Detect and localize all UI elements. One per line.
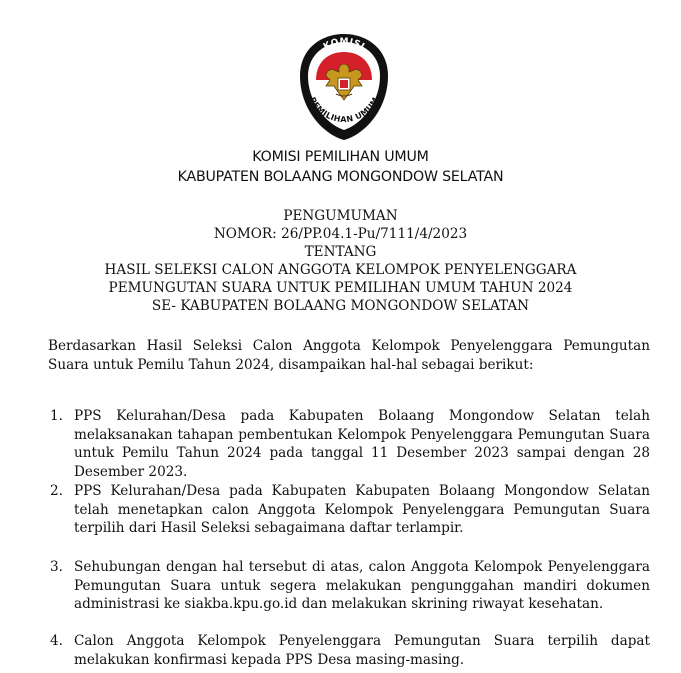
list-item-number: 3. xyxy=(50,559,63,575)
org-name-line2: KABUPATEN BOLAANG MONGONDOW SELATAN xyxy=(177,169,504,185)
list-item-text: Calon Anggota Kelompok Penyelenggara Pemungutan Suara terpilih dapat melakukan konfirmasi kepada PPS Desa masing-masing. xyxy=(74,633,650,668)
intro-paragraph: Berdasarkan Hasil Seleksi Calon Anggota Kelompok Penyelenggara Pemungutan Suara untuk Pemilu Tahun 2024, disampaikan hal-hal sebagai berikut: xyxy=(48,338,650,373)
announcement-number: NOMOR: 26/PP.04.1-Pu/7111/4/2023 xyxy=(213,226,468,242)
kpu-emblem-logo xyxy=(296,30,392,142)
list-item-text: PPS Kelurahan/Desa pada Kabupaten Kabupaten Bolaang Mongondow Selatan telah menetapkan calon Anggota Kelompok Penyelenggara Pemungutan Suara terpilih dari Hasil Seleksi sebagaimana daftar terlampir. xyxy=(74,483,650,537)
announcement-heading: PENGUMUMAN xyxy=(283,208,398,224)
list-item-text: Sehubungan dengan hal tersebut di atas, calon Anggota Kelompok Penyelenggara Pemungutan Suara untuk segera melakukan pengunggahan mandiri dokumen administrasi ke siakba.kpu.go.id dan melakukan skrining riwayat kesehatan. xyxy=(74,559,650,613)
list-item-text: PPS Kelurahan/Desa pada Kabupaten Bolaang Mongondow Selatan telah melaksanakan tahapan pembentukan Kelompok Penyelenggara Pemungutan Suara untuk Pemilu Tahun 2024 pada tanggal 11 Desember 2023 sampai dengan 28 Desember 2023. xyxy=(74,408,650,480)
org-name-line1: KOMISI PEMILIHAN UMUM xyxy=(252,149,429,165)
emblem-text-top: KOMISI xyxy=(322,36,367,53)
announcement-about: TENTANG xyxy=(304,244,377,260)
announcement-subject-line2: PEMUNGUTAN SUARA UNTUK PEMILIHAN UMUM TAHUN 2024 xyxy=(108,280,573,296)
announcement-subject-line1: HASIL SELEKSI CALON ANGGOTA KELOMPOK PENYELENGGARA xyxy=(104,262,577,278)
emblem-text-bottom: PEMILIHAN UMUM xyxy=(307,95,381,125)
list-item-number: 4. xyxy=(50,633,63,649)
announcement-subject-line3: SE- KABUPATEN BOLAANG MONGONDOW SELATAN xyxy=(151,298,530,314)
list-item-number: 1. xyxy=(50,408,63,424)
list-item-number: 2. xyxy=(50,483,63,499)
